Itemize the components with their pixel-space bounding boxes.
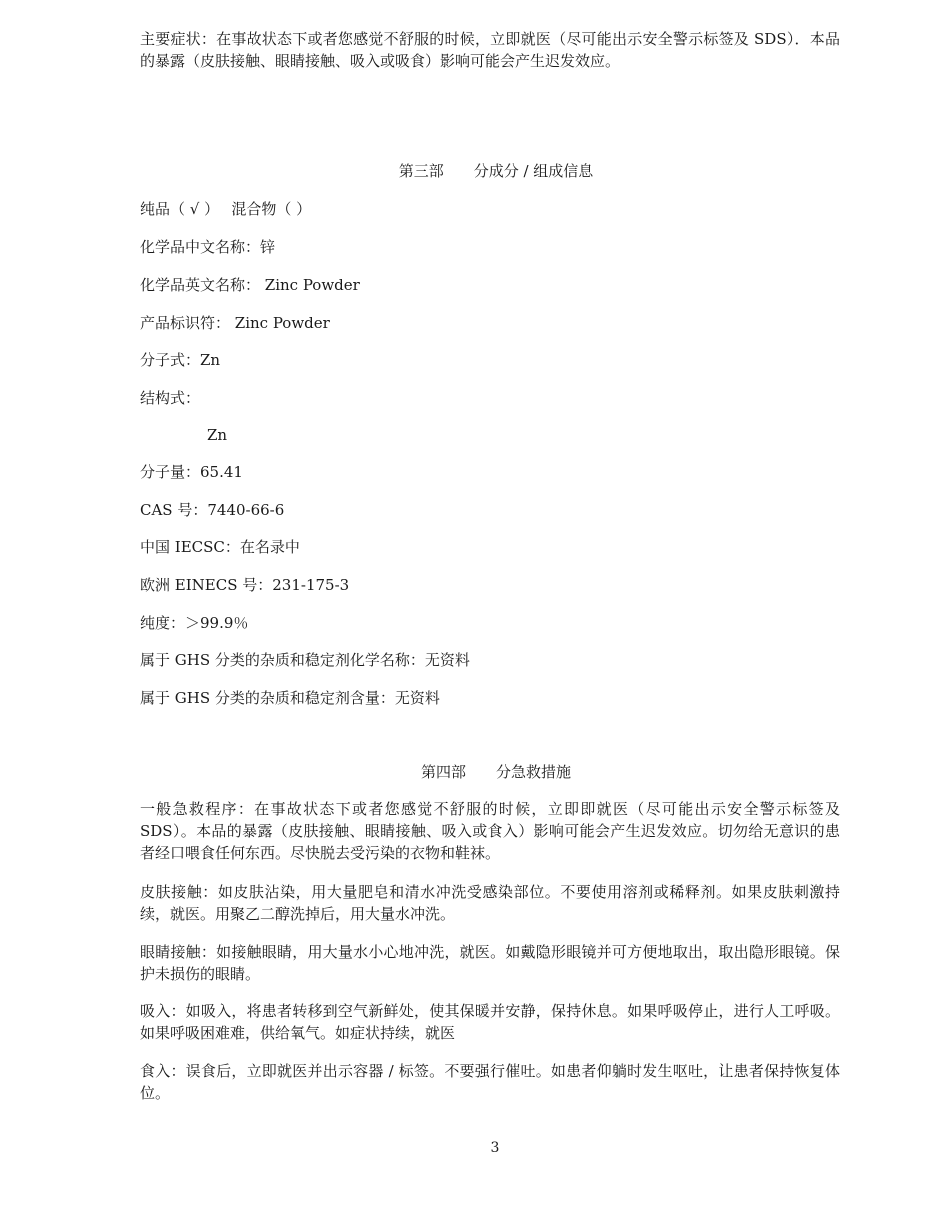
english-name-line: 化学品英文名称： Zinc Powder <box>140 276 360 294</box>
section4-heading: 第四部 分急救措施 <box>420 763 571 781</box>
molecular-weight-line: 分子量：65.41 <box>140 463 243 481</box>
molecular-formula-line: 分子式：Zn <box>140 351 221 369</box>
symptoms-paragraph: 主要症状：在事故状态下或者您感觉不舒服的时候，立即就医（尽可能出示安全警示标签及 SDS）．本品的暴露（皮肤接触、眼睛接触、吸入或吸食）影响可能会产生迟发效应。 <box>140 30 840 70</box>
chinese-name-line: 化学品中文名称：锌 <box>140 238 276 256</box>
section3-heading: 第三部 分成分 / 组成信息 <box>398 162 594 180</box>
skin-contact-paragraph: 皮肤接触：如皮肤沾染，用大量肥皂和清水冲洗受感染部位。不要使用溶剂或稀释剂。如果皮肤刺激持续，就医。用聚乙二醇洗掉后，用大量水冲洗。 <box>140 883 840 923</box>
eye-contact-paragraph: 眼睛接触：如接触眼睛，用大量水小心地冲洗，就医。如戴隐形眼镜并可方便地取出，取出隐形眼镜。保护未损伤的眼睛。 <box>140 943 840 983</box>
structure-value: Zn <box>207 426 228 444</box>
cas-number-line: CAS 号：7440-66-6 <box>140 501 285 519</box>
iecsc-line: 中国 IECSC：在名录中 <box>140 538 300 556</box>
structure-label-line: 结构式： <box>140 389 201 407</box>
inhalation-paragraph: 吸入：如吸入，将患者转移到空气新鲜处，使其保暖并安静，保持休息。如果呼吸停止，进行人工呼吸。如果呼吸困难难，供给氧气。如症状持续，就医 <box>140 1002 840 1042</box>
product-identifier-line: 产品标识符： Zinc Powder <box>140 314 330 332</box>
pure-mixture-line: 纯品（ √ ） 混合物（ ） <box>140 200 312 218</box>
ingestion-paragraph: 食入：误食后，立即就医并出示容器 / 标签。不要强行催吐。如患者仰躺时发生呕吐，让患者保持恢复体位。 <box>140 1062 840 1102</box>
general-first-aid-paragraph: 一般急救程序：在事故状态下或者您感觉不舒服的时候，立即即就医（尽可能出示安全警示标签及 SDS）。本品的暴露（皮肤接触、眼睛接触、吸入或食入）影响可能会产生迟发效应。切勿给无意识的患者经口喂食任何东西。尽快脱去受污染的衣物和鞋袜。 <box>140 800 840 862</box>
page-number: 3 <box>490 1140 500 1156</box>
ghs-impurity-content-line: 属于 GHS 分类的杂质和稳定剂含量：无资料 <box>140 689 440 707</box>
einecs-line: 欧洲 EINECS 号：231-175-3 <box>140 576 350 594</box>
purity-line: 纯度：＞99.9％ <box>140 614 249 632</box>
ghs-impurity-name-line: 属于 GHS 分类的杂质和稳定剂化学名称：无资料 <box>140 651 470 669</box>
